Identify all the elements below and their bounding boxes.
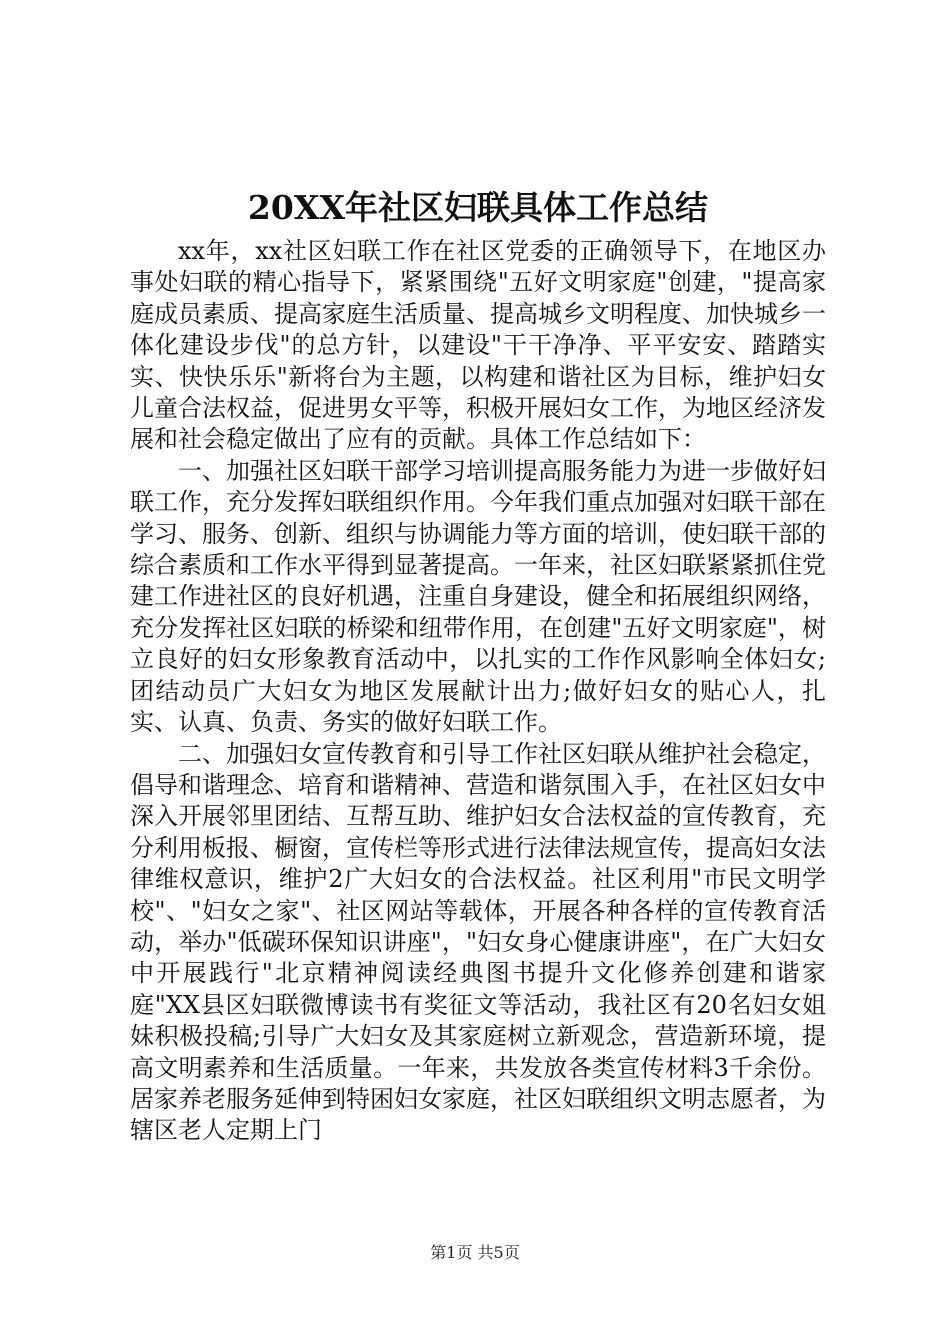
- paragraph-section-one: 一、加强社区妇联干部学习培训提高服务能力为进一步做好妇联工作，充分发挥妇联组织作用。今年我们重点加强对妇联干部在学习、服务、创新、组织与协调能力等方面的培训，使妇联干部的综合素质和工作水平得到显著提高。一年来，社区妇联紧紧抓住党建工作进社区的良好机遇，注重自身建设，健全和拓展组织网络，充分发挥社区妇联的桥梁和纽带作用，在创建"五好文明家庭"，树立良好的妇女形象教育活动中，以扎实的工作作风影响全体妇女;团结动员广大妇女为地区发展献计出力;做好妇女的贴心人，扎实、认真、负责、务实的做好妇联工作。: [130, 456, 826, 737]
- paragraph-intro: xx年，xx社区妇联工作在社区党委的正确领导下，在地区办事处妇联的精心指导下，紧紧围绕"五好文明家庭"创建，"提高家庭成员素质、提高家庭生活质量、提高城乡文明程度、加快城乡一体化建设步伐"的总方针，以建设"干干净净、平平安安、踏踏实实、快快乐乐"新将台为主题，以构建和谐社区为目标，维护妇女儿童合法权益，促进男女平等，积极开展妇女工作，为地区经济发展和社会稳定做出了应有的贡献。具体工作总结如下：: [130, 237, 826, 454]
- paragraph-section-two: 二、加强妇女宣传教育和引导工作社区妇联从维护社会稳定，倡导和谐理念、培育和谐精神、营造和谐氛围入手，在社区妇女中深入开展邻里团结、互帮互助、维护妇女合法权益的宣传教育，充分利用板报、橱窗，宣传栏等形式进行法律法规宣传，提高妇女法律维权意识，维护2广大妇女的合法权益。社区利用"市民文明学校"、"妇女之家"、社区网站等载体，开展各种各样的宣传教育活动，举办"低碳环保知识讲座"，"妇女身心健康讲座"，在广大妇女中开展践行"北京精神阅读经典图书提升文化修养创建和谐家庭"XX县区妇联微博读书有奖征文等活动，我社区有20名妇女姐妹积极投稿;引导广大妇女及其家庭树立新观念，营造新环境，提高文明素养和生活质量。一年来，共发放各类宣传材料3千余份。居家养老服务延伸到特困妇女家庭，社区妇联组织文明志愿者，为辖区老人定期上门: [130, 739, 826, 1145]
- document-body: [130, 236, 826, 1147]
- page-number-footer: 第1页 共5页: [430, 1243, 520, 1262]
- document-title: 20XX年社区妇联具体工作总结: [247, 188, 709, 227]
